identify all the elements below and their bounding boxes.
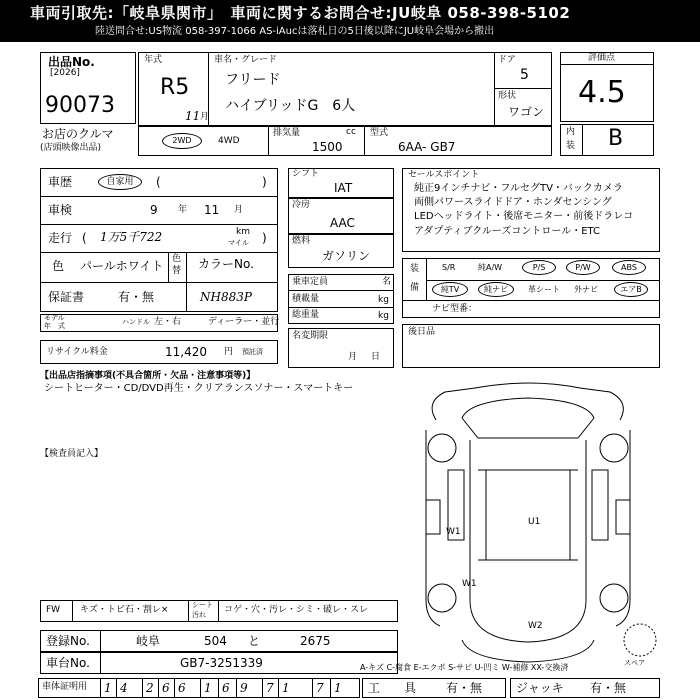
- cert-digit: 6: [162, 681, 170, 695]
- body-value: ワゴン: [508, 105, 545, 119]
- color-code-label: カラーNo.: [198, 257, 254, 271]
- damage-u1: U1: [528, 517, 541, 527]
- color-label: 色: [52, 259, 65, 273]
- interior-label-2: 装: [566, 141, 576, 151]
- color-value: パールホワイト: [80, 259, 164, 273]
- score-label: 評価点: [588, 53, 616, 63]
- doors-value: 5: [520, 67, 529, 83]
- mileage-label: 走行: [48, 231, 73, 245]
- cert-digit: 6: [178, 681, 186, 695]
- car-grade: ハイブリッドG 6人: [225, 98, 356, 114]
- extra-label: 【出品店指摘事項(不具合箇所・欠品・注意事項等)】: [40, 371, 256, 381]
- cert-digit: 4: [120, 681, 128, 695]
- damage-legend: A-キズ C-腐食 E-エクボ S-サビ U-凹ミ W-補修 XX-交換済: [360, 663, 569, 672]
- damage-w1-rear: W1: [462, 579, 477, 589]
- damage-w2: W2: [528, 621, 543, 631]
- displacement-label: 排気量: [273, 128, 301, 138]
- shaken-year: 9: [150, 203, 158, 217]
- cert-digit: 9: [240, 681, 248, 695]
- store-car-sub: (店頭映像出品): [40, 143, 102, 153]
- cert-digit: 1: [204, 681, 212, 695]
- drive-4wd: 4WD: [218, 136, 240, 146]
- cert-digit: 7: [266, 681, 274, 695]
- history-label: 車歴: [48, 175, 73, 189]
- model-label: 型式: [370, 128, 389, 138]
- model-value: 6AA- GB7: [398, 140, 456, 154]
- lot-label: 出品No.: [48, 55, 95, 69]
- warranty-label: 保証書: [48, 290, 85, 304]
- cert-digit: 1: [104, 681, 112, 695]
- recycle-label: リサイクル料金: [46, 347, 108, 357]
- nenshiki-month: 11: [185, 109, 201, 123]
- nenshiki-era: R5: [160, 75, 190, 100]
- sales-line-1: 純正9インチナビ・フルセグTV・バックカメラ: [414, 183, 623, 194]
- registration-pref: 岐阜: [136, 634, 161, 648]
- cert-digit: 1: [282, 681, 290, 695]
- store-car-label: お店のクルマ: [42, 127, 114, 141]
- nenshiki-month-unit: 月: [200, 112, 210, 122]
- fuel-value: ガソリン: [322, 249, 371, 263]
- car-label: 車名・グレード: [214, 55, 278, 65]
- shaken-month: 11: [204, 203, 220, 217]
- shaken-label: 車検: [48, 203, 73, 217]
- chassis-value: GB7-3251339: [180, 656, 263, 670]
- cert-digit: 2: [146, 681, 154, 695]
- doors-label: ドア: [498, 55, 516, 65]
- recycle-value: 11,420: [165, 345, 207, 359]
- color-code-value: NH883P: [200, 290, 252, 304]
- drive-2wd: 2WD: [162, 133, 202, 149]
- cert-digit: 1: [334, 681, 342, 695]
- inspector-label: 【検査員記入】: [40, 449, 104, 459]
- interior-label-1: 内: [566, 127, 576, 137]
- extra-value: シートヒーター・CD/DVD再生・クリアランスソナー・スマートキー: [44, 383, 354, 394]
- displacement-value: 1500: [312, 140, 343, 154]
- header-transport: 陸送問合せ:US物流 058-397-1066 AS-iAucは落札日の5日後以降にJU岐阜会場から搬出: [95, 26, 495, 37]
- sales-line-3: LEDヘッドライト・後席モニター・前後ドラレコ: [414, 211, 634, 222]
- spare-label: スペア: [624, 659, 645, 667]
- sales-line-4: アダプティブクルーズコントロール・ETC: [414, 226, 601, 237]
- header-contact: 車両引取先:「岐阜県関市」 車両に関するお問合せ:JU岐阜 058-398-5102: [30, 4, 571, 22]
- body-label: 形状: [498, 91, 517, 101]
- interior-value: B: [608, 126, 624, 151]
- lot-number: 90073: [45, 93, 115, 118]
- history-value: 自家用: [98, 174, 142, 190]
- damage-w1-left: W1: [446, 527, 461, 537]
- sales-line-2: 両側パワースライドドア・ホンダセンシング: [414, 197, 612, 208]
- displacement-unit: cc: [346, 127, 356, 137]
- lot-year-stamp: [2026]: [50, 68, 80, 78]
- car-name: フリード: [225, 72, 281, 88]
- aircon-value: AAC: [330, 216, 355, 230]
- cert-digit: 7: [316, 681, 324, 695]
- warranty-value: 有・無: [118, 290, 155, 304]
- mileage-value: 1万5千722: [100, 230, 163, 244]
- score-value: 4.5: [578, 75, 626, 110]
- cert-digit: 6: [222, 681, 230, 695]
- nenshiki-label: 年式: [144, 55, 163, 65]
- shift-value: IAT: [334, 181, 353, 195]
